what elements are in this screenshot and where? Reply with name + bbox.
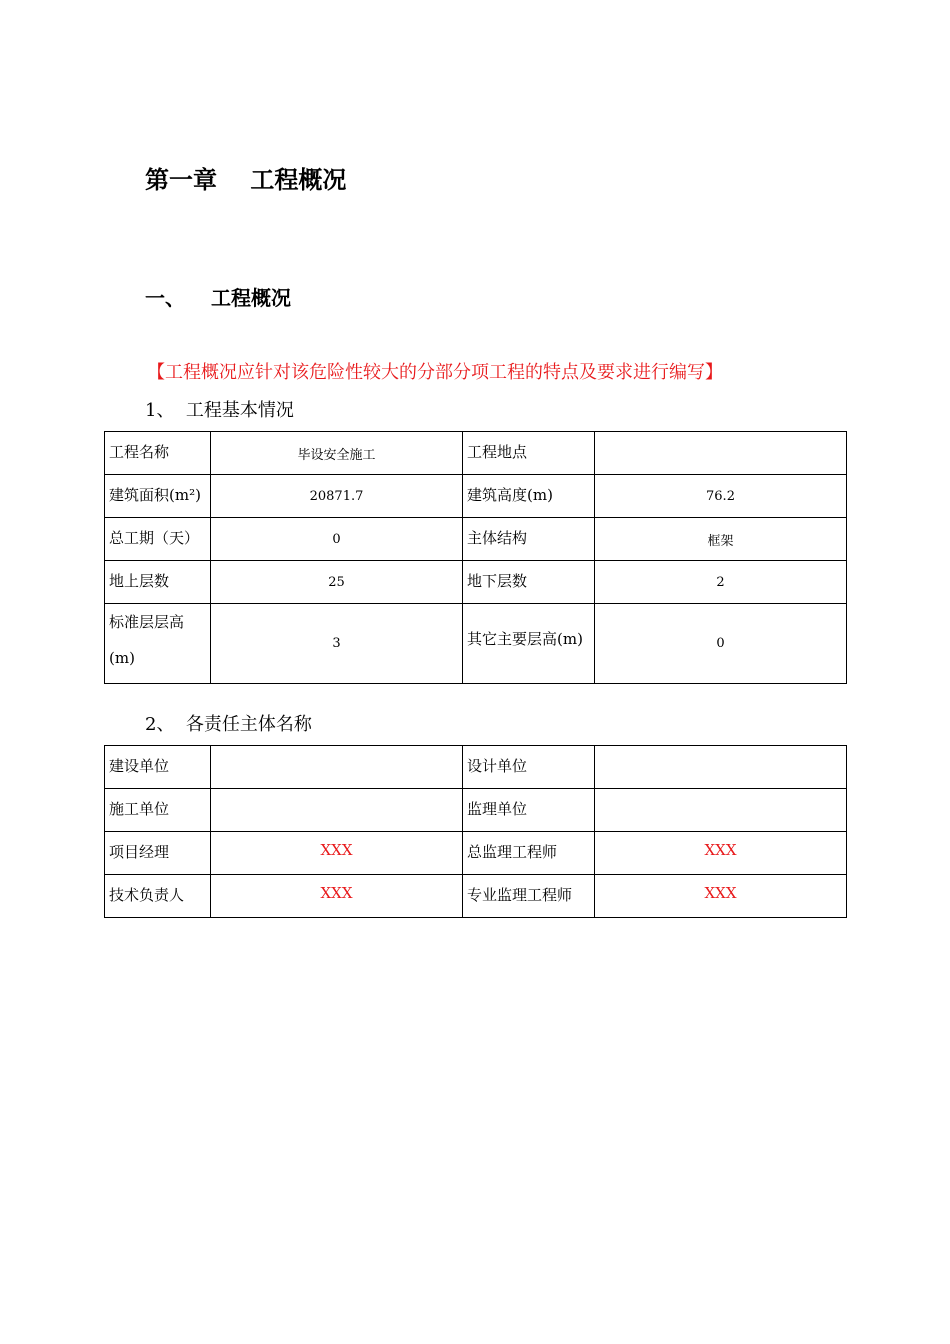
table-row: [105, 475, 847, 518]
parties-table: [104, 745, 847, 918]
section-number: 一、: [145, 286, 185, 310]
section-title: 工程概况: [211, 286, 291, 310]
floor-area-value: 20871.7: [211, 475, 463, 518]
owner-value: [211, 746, 463, 789]
chief-supervisor-value: XXX: [595, 832, 847, 875]
table-row: [105, 875, 847, 918]
table-row: [105, 746, 847, 789]
designer-value: [595, 746, 847, 789]
main-structure-label: 主体结构: [463, 518, 595, 561]
technical-lead-label: 技术负责人: [105, 875, 211, 918]
designer-label: 设计单位: [463, 746, 595, 789]
building-height-value: 76.2: [595, 475, 847, 518]
table-row: [105, 832, 847, 875]
underground-floors-value: 2: [595, 561, 847, 604]
project-name-value: 毕设安全施工: [211, 432, 463, 475]
standard-floor-height-value: 3: [211, 604, 463, 684]
above-ground-floors-label: 地上层数: [105, 561, 211, 604]
main-structure-value: 框架: [595, 518, 847, 561]
project-manager-label: 项目经理: [105, 832, 211, 875]
chief-supervisor-label: 总监理工程师: [463, 832, 595, 875]
basic-info-heading: 1、 工程基本情况: [145, 400, 294, 421]
building-height-label: 建筑高度(m): [463, 475, 595, 518]
section-heading: [145, 282, 291, 311]
project-location-value: [595, 432, 847, 475]
owner-label: 建设单位: [105, 746, 211, 789]
specialist-supervisor-value: XXX: [595, 875, 847, 918]
duration-label: 总工期（天）: [105, 518, 211, 561]
supervisor-value: [595, 789, 847, 832]
table-row: [105, 561, 847, 604]
table-row: [105, 604, 847, 684]
instruction-note: 【工程概况应针对该危险性较大的分部分项工程的特点及要求进行编写】: [147, 362, 723, 383]
duration-value: 0: [211, 518, 463, 561]
supervisor-label: 监理单位: [463, 789, 595, 832]
chapter-title: [145, 160, 346, 195]
chapter-name: 工程概况: [250, 166, 347, 194]
table-row: [105, 518, 847, 561]
above-ground-floors-value: 25: [211, 561, 463, 604]
standard-floor-height-label: 标准层层高(m): [105, 604, 211, 684]
project-location-label: 工程地点: [463, 432, 595, 475]
chapter-number: 第一章: [145, 166, 217, 194]
floor-area-label: 建筑面积(m²): [105, 475, 211, 518]
underground-floors-label: 地下层数: [463, 561, 595, 604]
other-floor-height-value: 0: [595, 604, 847, 684]
technical-lead-value: XXX: [211, 875, 463, 918]
project-name-label: 工程名称: [105, 432, 211, 475]
other-floor-height-label: 其它主要层高(m): [463, 604, 595, 684]
contractor-value: [211, 789, 463, 832]
basic-info-table: [104, 431, 847, 684]
table-row: [105, 789, 847, 832]
table-row: [105, 432, 847, 475]
contractor-label: 施工单位: [105, 789, 211, 832]
specialist-supervisor-label: 专业监理工程师: [463, 875, 595, 918]
project-manager-value: XXX: [211, 832, 463, 875]
parties-heading: 2、 各责任主体名称: [145, 714, 312, 735]
